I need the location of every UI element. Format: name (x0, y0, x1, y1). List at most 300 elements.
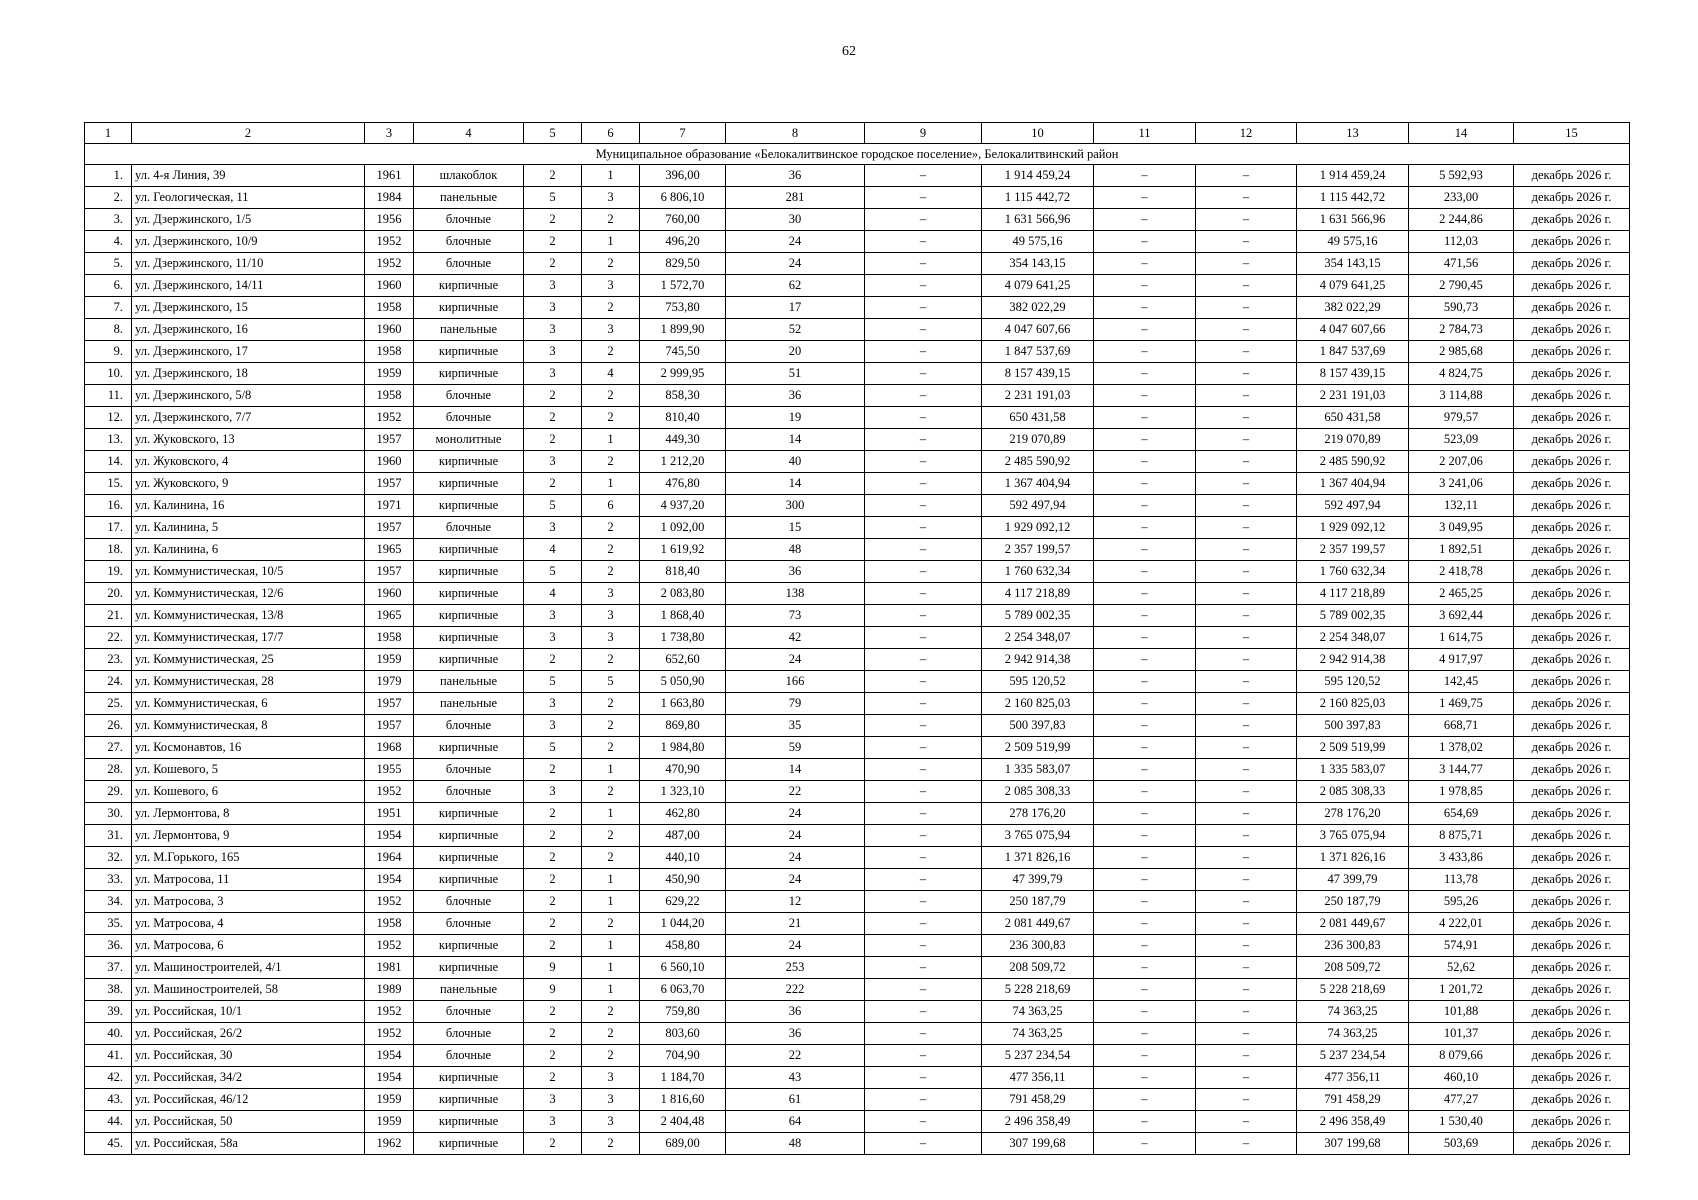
address-cell: ул. Дзержинского, 10/9 (132, 231, 365, 253)
residents-cell: 138 (726, 583, 865, 605)
year-built-cell: 1962 (365, 1133, 414, 1155)
cost-col-12-cell: – (1196, 1001, 1297, 1023)
address-cell: ул. Лермонтова, 8 (132, 803, 365, 825)
cost-col-13-cell: 1 371 826,16 (1297, 847, 1409, 869)
residents-cell: 21 (726, 913, 865, 935)
residents-cell: 40 (726, 451, 865, 473)
residents-cell: 22 (726, 781, 865, 803)
row-number-cell: 26. (85, 715, 132, 737)
residents-cell: 43 (726, 1067, 865, 1089)
floors-cell: 5 (524, 187, 582, 209)
cost-col-12-cell: – (1196, 1045, 1297, 1067)
table-row (85, 847, 1630, 869)
address-cell: ул. Машиностроителей, 58 (132, 979, 365, 1001)
completion-date-cell: декабрь 2026 г. (1514, 957, 1630, 979)
entrances-cell: 1 (582, 979, 640, 1001)
cost-col-11-cell: – (1094, 539, 1196, 561)
total-area-cell: 1 984,80 (640, 737, 726, 759)
year-built-cell: 1957 (365, 693, 414, 715)
row-number-cell: 44. (85, 1111, 132, 1133)
total-area-cell: 1 868,40 (640, 605, 726, 627)
cost-total-cell: 236 300,83 (982, 935, 1094, 957)
year-built-cell: 1955 (365, 759, 414, 781)
total-area-cell: 858,30 (640, 385, 726, 407)
total-area-cell: 810,40 (640, 407, 726, 429)
residents-cell: 79 (726, 693, 865, 715)
floors-cell: 2 (524, 473, 582, 495)
row-number-cell: 17. (85, 517, 132, 539)
column-header-1: 1 (85, 123, 132, 144)
address-cell: ул. Жуковского, 9 (132, 473, 365, 495)
column-header-15: 15 (1514, 123, 1630, 144)
cost-per-sqm-cell: 3 692,44 (1409, 605, 1514, 627)
completion-date-cell: декабрь 2026 г. (1514, 341, 1630, 363)
table-row (85, 253, 1630, 275)
row-number-cell: 10. (85, 363, 132, 385)
table-row (85, 341, 1630, 363)
entrances-cell: 2 (582, 517, 640, 539)
cost-total-cell: 307 199,68 (982, 1133, 1094, 1155)
completion-date-cell: декабрь 2026 г. (1514, 605, 1630, 627)
address-cell: ул. Коммунистическая, 8 (132, 715, 365, 737)
cost-total-cell: 4 079 641,25 (982, 275, 1094, 297)
wall-material-cell: блочные (414, 231, 524, 253)
cost-col-13-cell: 354 143,15 (1297, 253, 1409, 275)
floors-cell: 3 (524, 693, 582, 715)
cost-per-sqm-cell: 460,10 (1409, 1067, 1514, 1089)
address-cell: ул. Коммунистическая, 28 (132, 671, 365, 693)
cost-col-13-cell: 74 363,25 (1297, 1023, 1409, 1045)
wall-material-cell: панельные (414, 979, 524, 1001)
cost-col-13-cell: 1 914 459,24 (1297, 165, 1409, 187)
row-number-cell: 33. (85, 869, 132, 891)
cost-col-11-cell: – (1094, 605, 1196, 627)
address-cell: ул. 4-я Линия, 39 (132, 165, 365, 187)
cost-total-cell: 250 187,79 (982, 891, 1094, 913)
cost-col-11-cell: – (1094, 341, 1196, 363)
address-cell: ул. Лермонтова, 9 (132, 825, 365, 847)
floors-cell: 2 (524, 935, 582, 957)
total-area-cell: 470,90 (640, 759, 726, 781)
cost-col-9-cell: – (865, 627, 982, 649)
cost-col-11-cell: – (1094, 979, 1196, 1001)
total-area-cell: 1 212,20 (640, 451, 726, 473)
completion-date-cell: декабрь 2026 г. (1514, 869, 1630, 891)
table-row (85, 1001, 1630, 1023)
total-area-cell: 396,00 (640, 165, 726, 187)
cost-col-12-cell: – (1196, 209, 1297, 231)
entrances-cell: 2 (582, 825, 640, 847)
total-area-cell: 4 937,20 (640, 495, 726, 517)
cost-total-cell: 477 356,11 (982, 1067, 1094, 1089)
cost-total-cell: 208 509,72 (982, 957, 1094, 979)
wall-material-cell: кирпичные (414, 869, 524, 891)
cost-per-sqm-cell: 2 207,06 (1409, 451, 1514, 473)
entrances-cell: 1 (582, 231, 640, 253)
row-number-cell: 30. (85, 803, 132, 825)
entrances-cell: 2 (582, 209, 640, 231)
cost-col-11-cell: – (1094, 297, 1196, 319)
cost-col-13-cell: 5 237 234,54 (1297, 1045, 1409, 1067)
wall-material-cell: кирпичные (414, 605, 524, 627)
year-built-cell: 1960 (365, 319, 414, 341)
cost-col-11-cell: – (1094, 627, 1196, 649)
total-area-cell: 759,80 (640, 1001, 726, 1023)
wall-material-cell: кирпичные (414, 451, 524, 473)
completion-date-cell: декабрь 2026 г. (1514, 825, 1630, 847)
completion-date-cell: декабрь 2026 г. (1514, 187, 1630, 209)
row-number-cell: 5. (85, 253, 132, 275)
completion-date-cell: декабрь 2026 г. (1514, 319, 1630, 341)
wall-material-cell: кирпичные (414, 341, 524, 363)
cost-per-sqm-cell: 2 465,25 (1409, 583, 1514, 605)
cost-col-11-cell: – (1094, 1089, 1196, 1111)
cost-col-11-cell: – (1094, 209, 1196, 231)
residents-cell: 14 (726, 473, 865, 495)
completion-date-cell: декабрь 2026 г. (1514, 385, 1630, 407)
cost-col-9-cell: – (865, 539, 982, 561)
cost-per-sqm-cell: 101,37 (1409, 1023, 1514, 1045)
entrances-cell: 2 (582, 1045, 640, 1067)
cost-col-13-cell: 2 160 825,03 (1297, 693, 1409, 715)
cost-col-13-cell: 307 199,68 (1297, 1133, 1409, 1155)
table-row (85, 165, 1630, 187)
year-built-cell: 1952 (365, 1001, 414, 1023)
cost-col-9-cell: – (865, 1045, 982, 1067)
wall-material-cell: блочные (414, 781, 524, 803)
column-header-5: 5 (524, 123, 582, 144)
floors-cell: 2 (524, 429, 582, 451)
floors-cell: 2 (524, 209, 582, 231)
completion-date-cell: декабрь 2026 г. (1514, 1067, 1630, 1089)
table-row (85, 979, 1630, 1001)
table-row (85, 561, 1630, 583)
floors-cell: 5 (524, 737, 582, 759)
wall-material-cell: блочные (414, 1001, 524, 1023)
entrances-cell: 2 (582, 1133, 640, 1155)
cost-col-13-cell: 8 157 439,15 (1297, 363, 1409, 385)
wall-material-cell: шлакоблок (414, 165, 524, 187)
cost-col-12-cell: – (1196, 517, 1297, 539)
cost-col-12-cell: – (1196, 627, 1297, 649)
cost-col-9-cell: – (865, 825, 982, 847)
cost-total-cell: 382 022,29 (982, 297, 1094, 319)
cost-col-9-cell: – (865, 341, 982, 363)
total-area-cell: 1 663,80 (640, 693, 726, 715)
year-built-cell: 1952 (365, 1023, 414, 1045)
completion-date-cell: декабрь 2026 г. (1514, 1045, 1630, 1067)
wall-material-cell: кирпичные (414, 297, 524, 319)
cost-col-12-cell: – (1196, 979, 1297, 1001)
cost-col-12-cell: – (1196, 957, 1297, 979)
residents-cell: 22 (726, 1045, 865, 1067)
year-built-cell: 1952 (365, 253, 414, 275)
wall-material-cell: панельные (414, 693, 524, 715)
residents-cell: 281 (726, 187, 865, 209)
cost-col-13-cell: 2 357 199,57 (1297, 539, 1409, 561)
cost-col-11-cell: – (1094, 473, 1196, 495)
cost-col-13-cell: 4 117 218,89 (1297, 583, 1409, 605)
residents-cell: 24 (726, 649, 865, 671)
completion-date-cell: декабрь 2026 г. (1514, 297, 1630, 319)
entrances-cell: 3 (582, 583, 640, 605)
year-built-cell: 1957 (365, 715, 414, 737)
floors-cell: 4 (524, 583, 582, 605)
cost-col-13-cell: 382 022,29 (1297, 297, 1409, 319)
cost-col-12-cell: – (1196, 737, 1297, 759)
row-number-cell: 43. (85, 1089, 132, 1111)
completion-date-cell: декабрь 2026 г. (1514, 671, 1630, 693)
residents-cell: 35 (726, 715, 865, 737)
table-row (85, 957, 1630, 979)
entrances-cell: 2 (582, 341, 640, 363)
cost-total-cell: 2 231 191,03 (982, 385, 1094, 407)
completion-date-cell: декабрь 2026 г. (1514, 253, 1630, 275)
year-built-cell: 1959 (365, 363, 414, 385)
cost-per-sqm-cell: 2 985,68 (1409, 341, 1514, 363)
cost-col-13-cell: 2 254 348,07 (1297, 627, 1409, 649)
row-number-cell: 9. (85, 341, 132, 363)
year-built-cell: 1952 (365, 935, 414, 957)
entrances-cell: 2 (582, 451, 640, 473)
row-number-cell: 11. (85, 385, 132, 407)
cost-col-12-cell: – (1196, 231, 1297, 253)
entrances-cell: 2 (582, 407, 640, 429)
table-row (85, 495, 1630, 517)
residents-cell: 73 (726, 605, 865, 627)
total-area-cell: 496,20 (640, 231, 726, 253)
entrances-cell: 5 (582, 671, 640, 693)
total-area-cell: 2 999,95 (640, 363, 726, 385)
entrances-cell: 2 (582, 781, 640, 803)
wall-material-cell: блочные (414, 891, 524, 913)
cost-col-12-cell: – (1196, 385, 1297, 407)
row-number-cell: 42. (85, 1067, 132, 1089)
year-built-cell: 1952 (365, 231, 414, 253)
residents-cell: 14 (726, 429, 865, 451)
year-built-cell: 1979 (365, 671, 414, 693)
entrances-cell: 1 (582, 803, 640, 825)
entrances-cell: 3 (582, 627, 640, 649)
floors-cell: 3 (524, 451, 582, 473)
address-cell: ул. Дзержинского, 17 (132, 341, 365, 363)
year-built-cell: 1958 (365, 341, 414, 363)
cost-col-13-cell: 1 367 404,94 (1297, 473, 1409, 495)
cost-col-9-cell: – (865, 671, 982, 693)
cost-col-9-cell: – (865, 715, 982, 737)
row-number-cell: 15. (85, 473, 132, 495)
address-cell: ул. Матросова, 11 (132, 869, 365, 891)
cost-col-9-cell: – (865, 913, 982, 935)
cost-col-12-cell: – (1196, 869, 1297, 891)
column-header-13: 13 (1297, 123, 1409, 144)
year-built-cell: 1968 (365, 737, 414, 759)
address-cell: ул. Коммунистическая, 12/6 (132, 583, 365, 605)
cost-col-12-cell: – (1196, 451, 1297, 473)
year-built-cell: 1959 (365, 1111, 414, 1133)
cost-total-cell: 2 509 519,99 (982, 737, 1094, 759)
floors-cell: 2 (524, 649, 582, 671)
total-area-cell: 1 816,60 (640, 1089, 726, 1111)
row-number-cell: 12. (85, 407, 132, 429)
residents-cell: 24 (726, 869, 865, 891)
floors-cell: 2 (524, 165, 582, 187)
wall-material-cell: блочные (414, 913, 524, 935)
floors-cell: 2 (524, 913, 582, 935)
table-row (85, 363, 1630, 385)
table-row (85, 275, 1630, 297)
row-number-cell: 8. (85, 319, 132, 341)
cost-col-9-cell: – (865, 957, 982, 979)
completion-date-cell: декабрь 2026 г. (1514, 1089, 1630, 1111)
total-area-cell: 1 184,70 (640, 1067, 726, 1089)
column-header-12: 12 (1196, 123, 1297, 144)
cost-per-sqm-cell: 1 614,75 (1409, 627, 1514, 649)
total-area-cell: 1 619,92 (640, 539, 726, 561)
table-row (85, 297, 1630, 319)
residents-cell: 48 (726, 1133, 865, 1155)
total-area-cell: 869,80 (640, 715, 726, 737)
cost-col-9-cell: – (865, 693, 982, 715)
row-number-cell: 20. (85, 583, 132, 605)
table-header (85, 123, 1630, 144)
entrances-cell: 2 (582, 539, 640, 561)
completion-date-cell: декабрь 2026 г. (1514, 1023, 1630, 1045)
cost-col-12-cell: – (1196, 715, 1297, 737)
cost-col-13-cell: 74 363,25 (1297, 1001, 1409, 1023)
wall-material-cell: кирпичные (414, 825, 524, 847)
cost-col-9-cell: – (865, 847, 982, 869)
completion-date-cell: декабрь 2026 г. (1514, 649, 1630, 671)
address-cell: ул. Российская, 30 (132, 1045, 365, 1067)
table-row (85, 1045, 1630, 1067)
cost-col-13-cell: 477 356,11 (1297, 1067, 1409, 1089)
residents-cell: 166 (726, 671, 865, 693)
column-header-14: 14 (1409, 123, 1514, 144)
row-number-cell: 28. (85, 759, 132, 781)
cost-col-9-cell: – (865, 319, 982, 341)
total-area-cell: 1 572,70 (640, 275, 726, 297)
completion-date-cell: декабрь 2026 г. (1514, 715, 1630, 737)
cost-col-12-cell: – (1196, 495, 1297, 517)
total-area-cell: 440,10 (640, 847, 726, 869)
address-cell: ул. Коммунистическая, 13/8 (132, 605, 365, 627)
table-row (85, 1133, 1630, 1155)
column-header-8: 8 (726, 123, 865, 144)
completion-date-cell: декабрь 2026 г. (1514, 759, 1630, 781)
cost-total-cell: 47 399,79 (982, 869, 1094, 891)
floors-cell: 3 (524, 715, 582, 737)
cost-total-cell: 3 765 075,94 (982, 825, 1094, 847)
cost-total-cell: 49 575,16 (982, 231, 1094, 253)
cost-col-12-cell: – (1196, 803, 1297, 825)
residents-cell: 12 (726, 891, 865, 913)
table-row (85, 869, 1630, 891)
cost-col-13-cell: 2 231 191,03 (1297, 385, 1409, 407)
row-number-cell: 45. (85, 1133, 132, 1155)
cost-total-cell: 791 458,29 (982, 1089, 1094, 1111)
year-built-cell: 1958 (365, 627, 414, 649)
cost-col-9-cell: – (865, 583, 982, 605)
wall-material-cell: кирпичные (414, 275, 524, 297)
residents-cell: 300 (726, 495, 865, 517)
cost-per-sqm-cell: 3 049,95 (1409, 517, 1514, 539)
cost-per-sqm-cell: 2 244,86 (1409, 209, 1514, 231)
completion-date-cell: декабрь 2026 г. (1514, 209, 1630, 231)
entrances-cell: 3 (582, 1111, 640, 1133)
year-built-cell: 1958 (365, 913, 414, 935)
cost-col-9-cell: – (865, 253, 982, 275)
row-number-cell: 7. (85, 297, 132, 319)
cost-col-13-cell: 2 509 519,99 (1297, 737, 1409, 759)
cost-col-9-cell: – (865, 275, 982, 297)
cost-per-sqm-cell: 8 875,71 (1409, 825, 1514, 847)
residents-cell: 30 (726, 209, 865, 231)
cost-col-13-cell: 5 789 002,35 (1297, 605, 1409, 627)
address-cell: ул. Российская, 26/2 (132, 1023, 365, 1045)
cost-col-13-cell: 49 575,16 (1297, 231, 1409, 253)
cost-col-11-cell: – (1094, 715, 1196, 737)
cost-col-13-cell: 1 335 583,07 (1297, 759, 1409, 781)
cost-col-12-cell: – (1196, 363, 1297, 385)
cost-total-cell: 1 367 404,94 (982, 473, 1094, 495)
cost-col-12-cell: – (1196, 913, 1297, 935)
table-row (85, 1067, 1630, 1089)
year-built-cell: 1957 (365, 517, 414, 539)
cost-total-cell: 278 176,20 (982, 803, 1094, 825)
residents-cell: 24 (726, 825, 865, 847)
wall-material-cell: кирпичные (414, 495, 524, 517)
table-row (85, 605, 1630, 627)
entrances-cell: 3 (582, 319, 640, 341)
cost-col-9-cell: – (865, 473, 982, 495)
cost-total-cell: 2 085 308,33 (982, 781, 1094, 803)
cost-col-12-cell: – (1196, 605, 1297, 627)
cost-total-cell: 592 497,94 (982, 495, 1094, 517)
column-number-row (85, 123, 1630, 144)
address-cell: ул. Российская, 58а (132, 1133, 365, 1155)
cost-col-12-cell: – (1196, 297, 1297, 319)
year-built-cell: 1960 (365, 275, 414, 297)
floors-cell: 3 (524, 605, 582, 627)
total-area-cell: 487,00 (640, 825, 726, 847)
entrances-cell: 2 (582, 913, 640, 935)
cost-col-13-cell: 2 496 358,49 (1297, 1111, 1409, 1133)
row-number-cell: 4. (85, 231, 132, 253)
cost-col-13-cell: 2 085 308,33 (1297, 781, 1409, 803)
table-row (85, 913, 1630, 935)
entrances-cell: 3 (582, 187, 640, 209)
floors-cell: 2 (524, 825, 582, 847)
wall-material-cell: кирпичные (414, 627, 524, 649)
cost-per-sqm-cell: 142,45 (1409, 671, 1514, 693)
residents-cell: 20 (726, 341, 865, 363)
total-area-cell: 1 044,20 (640, 913, 726, 935)
address-cell: ул. Жуковского, 4 (132, 451, 365, 473)
residents-cell: 59 (726, 737, 865, 759)
cost-col-9-cell: – (865, 979, 982, 1001)
address-cell: ул. Калинина, 5 (132, 517, 365, 539)
wall-material-cell: блочные (414, 385, 524, 407)
address-cell: ул. Российская, 34/2 (132, 1067, 365, 1089)
cost-col-9-cell: – (865, 1133, 982, 1155)
column-header-4: 4 (414, 123, 524, 144)
cost-per-sqm-cell: 132,11 (1409, 495, 1514, 517)
entrances-cell: 6 (582, 495, 640, 517)
completion-date-cell: декабрь 2026 г. (1514, 847, 1630, 869)
floors-cell: 3 (524, 627, 582, 649)
cost-col-9-cell: – (865, 803, 982, 825)
